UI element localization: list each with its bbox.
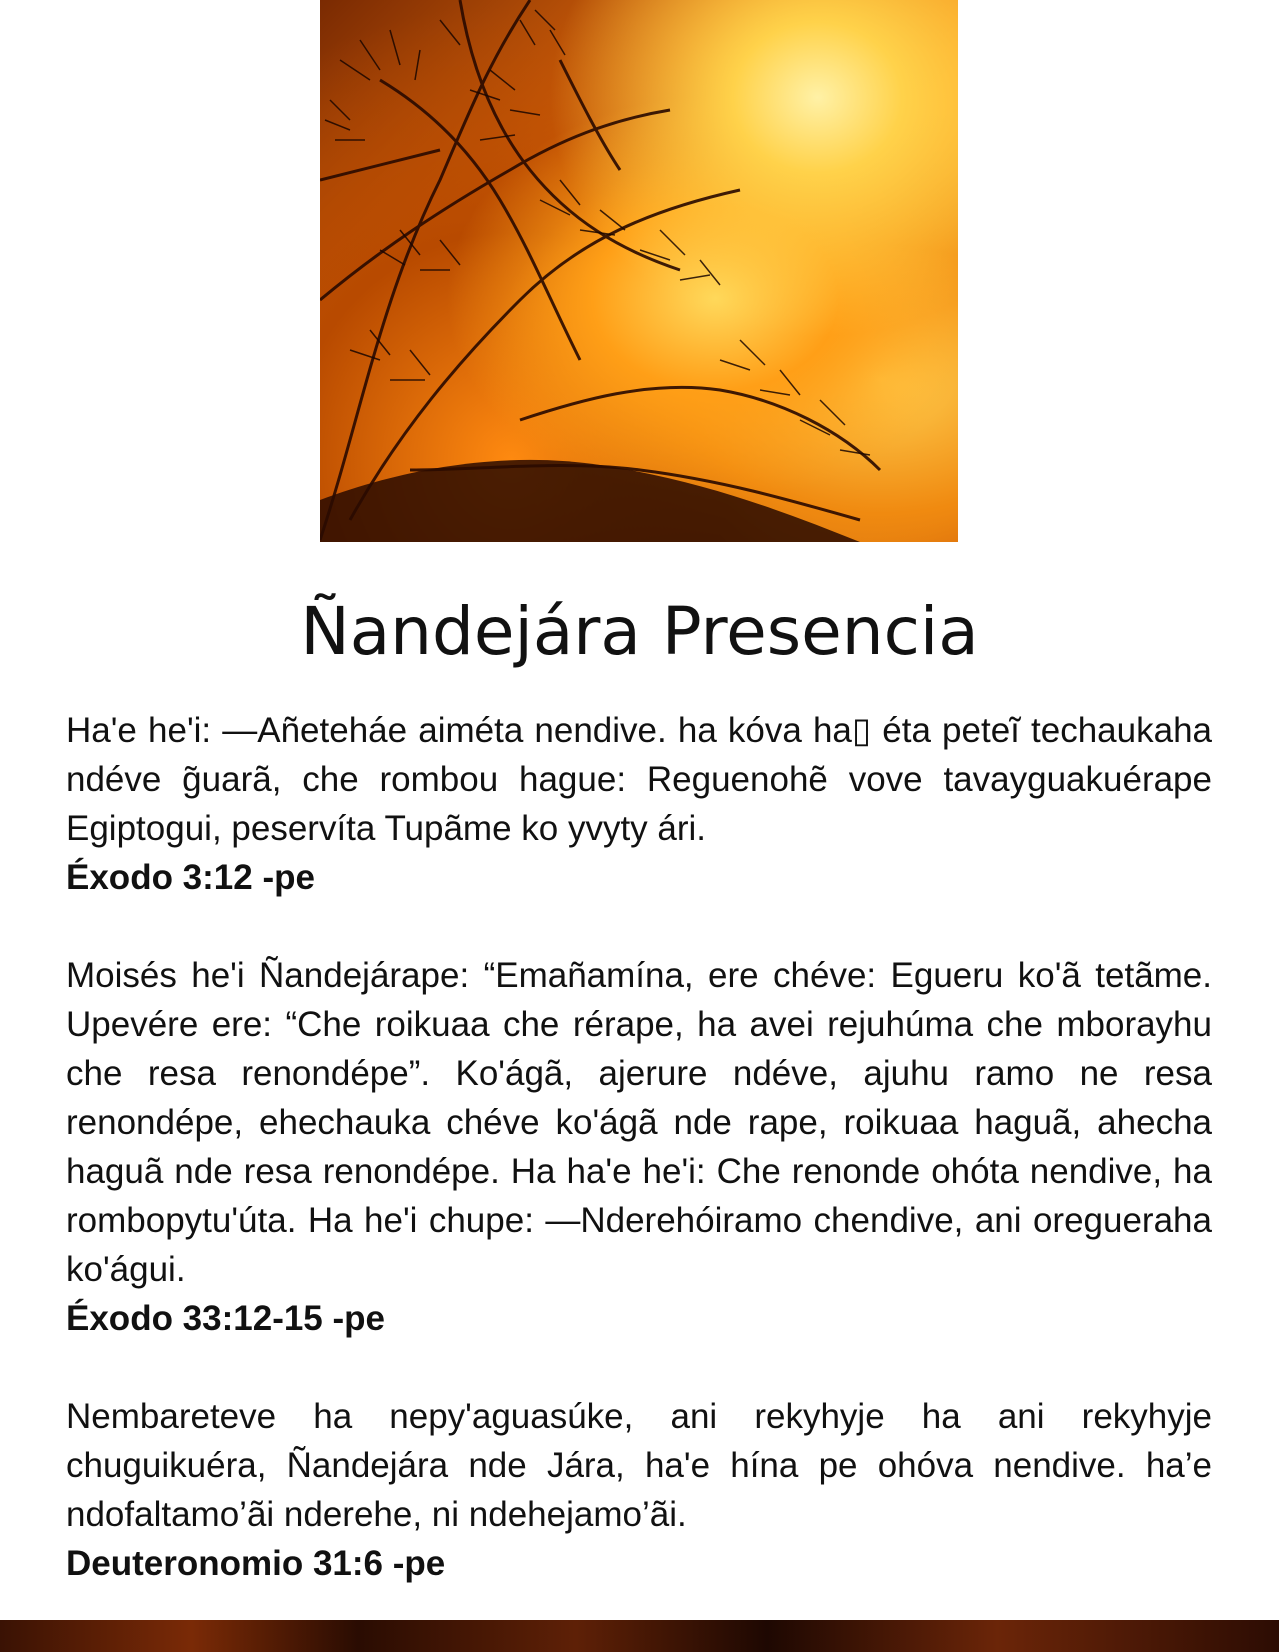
verse-list <box>66 706 1212 1637</box>
verse-reference: Deuteronomio 31:6 -pe <box>66 1544 446 1583</box>
footer-image-strip <box>0 1620 1279 1652</box>
page-title: Ñandejára Presencia <box>300 593 979 670</box>
verse-block <box>66 1392 1212 1588</box>
burning-bush-icon <box>320 0 958 542</box>
verse-reference: Éxodo 3:12 -pe <box>66 858 315 897</box>
verse-text: Nembareteve ha nepy'aguasúke, ani rekyhyje ha ani rekyhyje chuguikuéra, Ñandejára nde Jára, ha'e hína pe ohóva nendive. ha’e ndofaltamo’ãi nderehe, ni ndehejamo’ãi. <box>66 1397 1212 1534</box>
verse-reference: Éxodo 33:12-15 -pe <box>66 1299 385 1338</box>
verse-block <box>66 706 1212 902</box>
verse-text: Moisés he'i Ñandejárape: “Emañamína, ere chéve: Egueru ko'ã tetãme. Upevére ere: “Che roikuaa che rérape, ha avei rejuhúma che mborayhu che resa renondépe”. Ko'ágã, ajerure ndéve, ajuhu ramo ne resa renondépe, ehechauka chéve ko'ágã nde rape, roikuaa haguã, ahecha haguã nde resa renondépe. Ha ha'e he'i: Che renonde ohóta nendive, ha rombopytu'úta. Ha he'i chupe: —Nderehóiramo chendive, ani oregueraha ko'águi. <box>66 956 1212 1289</box>
verse-block <box>66 951 1212 1343</box>
hero-image <box>320 0 958 542</box>
verse-text: Ha'e he'i: —Añeteháe aiméta nendive. ha kóva ha▯ éta peteĩ techaukaha ndéve g̃uarã, che rombou hague: Reguenohẽ vove tavayguakuérape Egiptogui, peservíta Tupãme ko yvyty ári. <box>66 711 1212 848</box>
